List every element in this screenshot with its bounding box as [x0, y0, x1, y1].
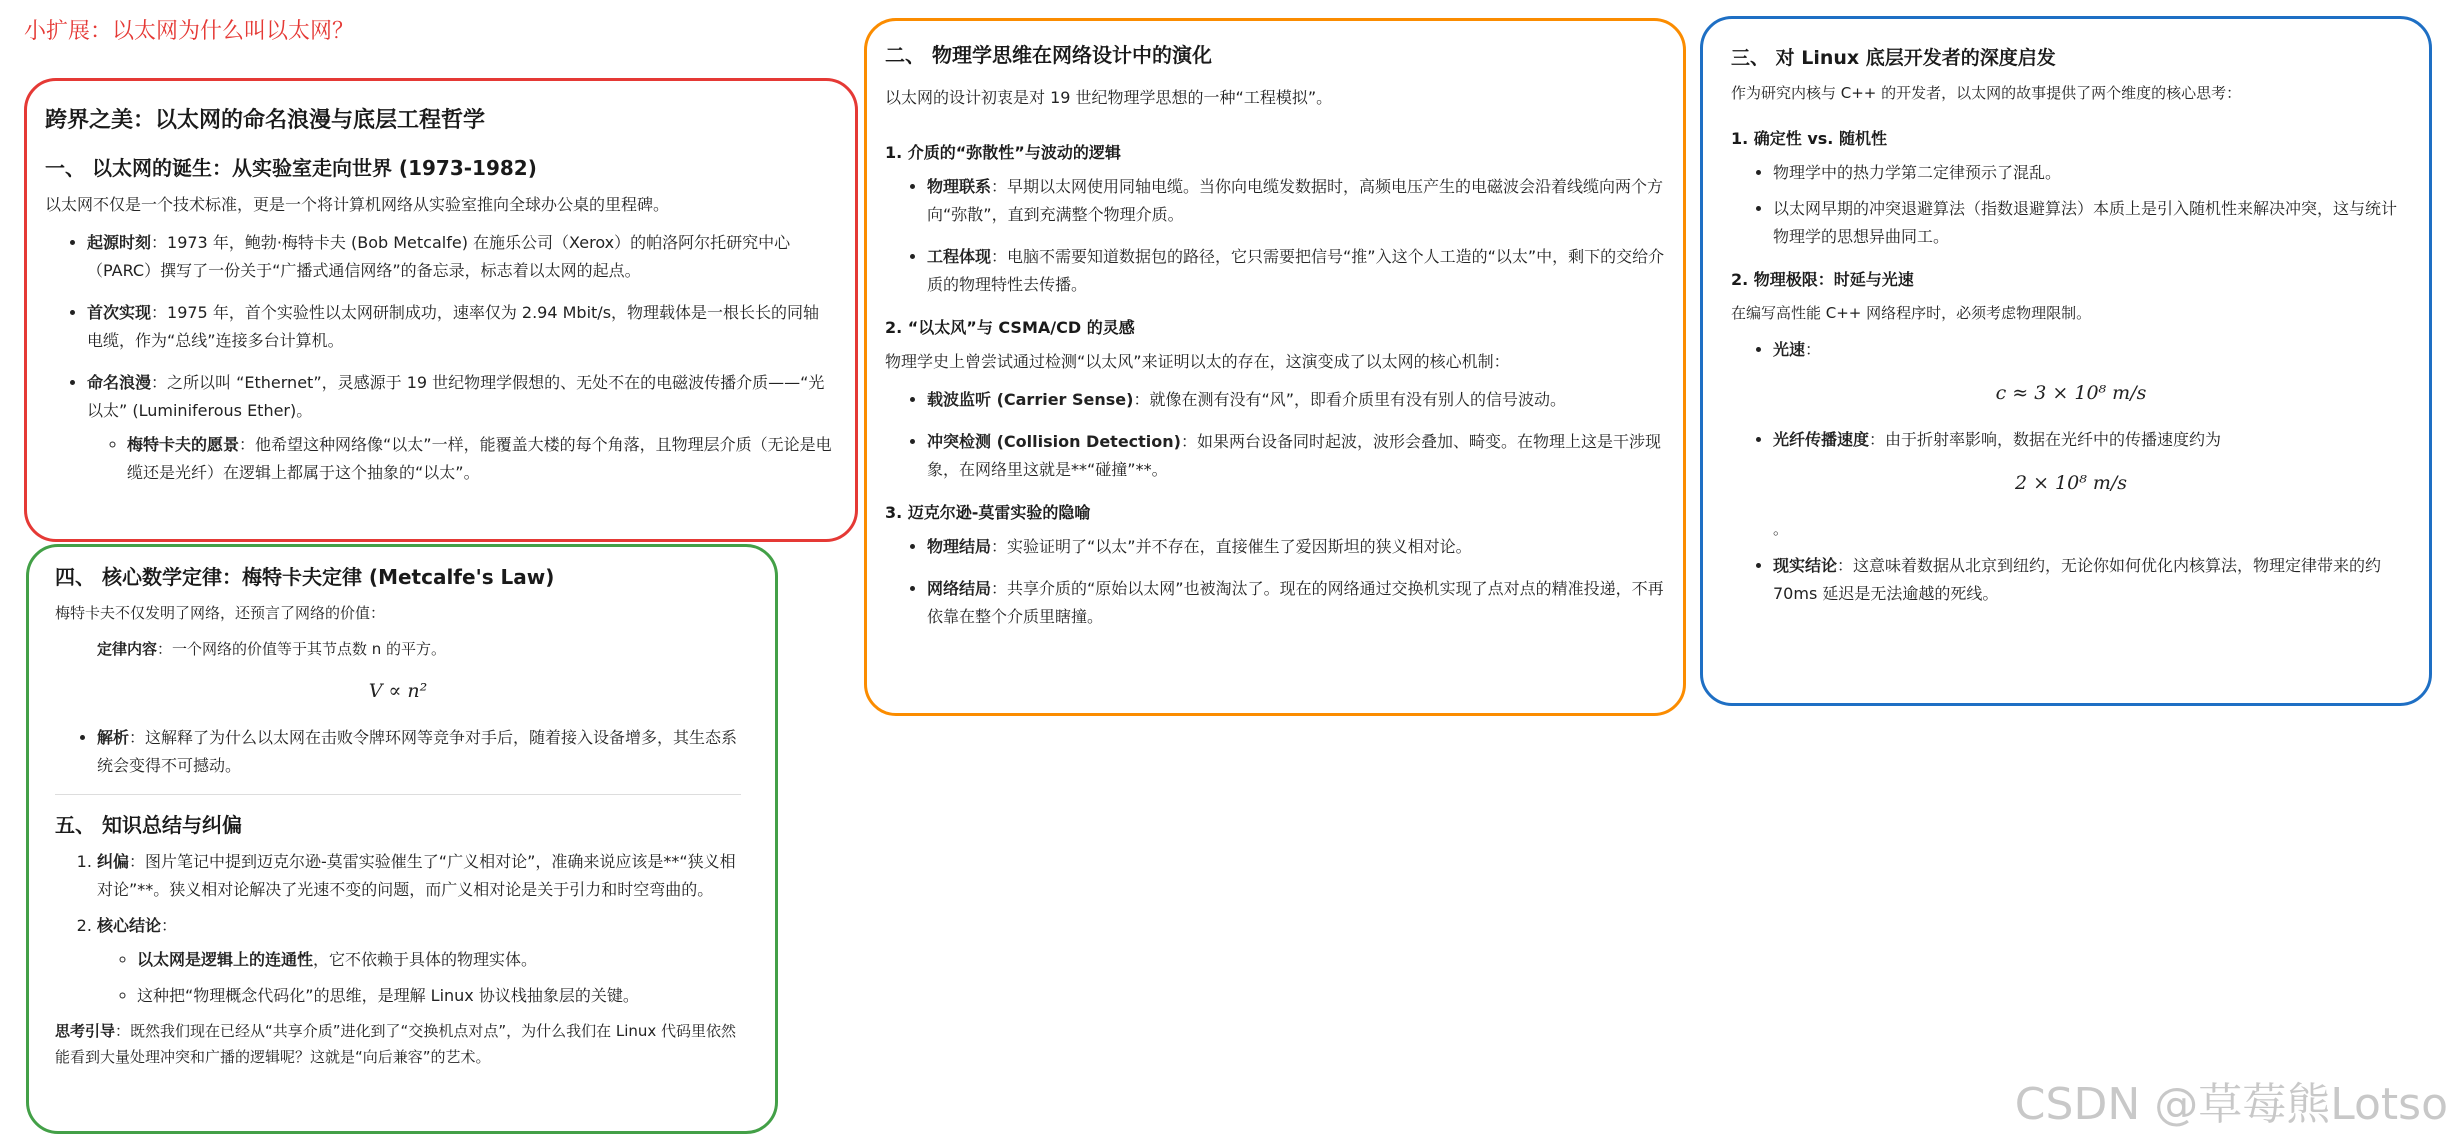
law-definition: 定律内容：一个网络的价值等于其节点数 n 的平方。 — [97, 640, 447, 658]
list-item: • 光速： — [1773, 336, 2411, 364]
section-1-list — [45, 229, 835, 487]
panel-birth — [24, 78, 858, 542]
sub3-list — [885, 533, 1665, 631]
linux-sub1-list — [1731, 159, 2411, 251]
sub-heading: 1. 介质的“弥散性”与波动的逻辑 — [885, 143, 1121, 162]
list-item: • 解析：这解释了为什么以太网在击败令牌环网等竞争对手后，随着接入设备增多，其生态系统会变得不可撼动。 — [97, 724, 741, 780]
linux-sub2-list-3 — [1731, 552, 2411, 608]
main-title: 跨界之美：以太网的命名浪漫与底层工程哲学 — [45, 108, 486, 133]
section-4-intro: 梅特卡夫不仅发明了网络，还预言了网络的价值： — [55, 604, 386, 622]
list-item: • 以太网早期的冲突退避算法（指数退避算法）本质上是引入随机性来解决冲突，这与统计物理学的思想异曲同工。 — [1773, 195, 2411, 251]
formula-light-speed: c ≈ 3 × 10⁸ m/s — [1995, 382, 2147, 404]
sub-heading: 3. 迈克尔逊-莫雷实验的隐喻 — [885, 503, 1091, 522]
sub2-intro: 在编写高性能 C++ 网络程序时，必须考虑物理限制。 — [1731, 304, 2092, 322]
period: 。 — [1773, 520, 1789, 538]
list-item: • 起源时刻：1973 年，鲍勃·梅特卡夫 (Bob Metcalfe) 在施乐公司（Xerox）的帕洛阿尔托研究中心（PARC）撰写了一份关于“广播式通信网络”的备忘录，标志着以太网的起点。 — [87, 229, 835, 285]
list-item: • 命名浪漫：之所以叫 “Ethernet”，灵感源于 19 世纪物理学假想的、无处不在的电磁波传播介质——“光以太” (Luminiferous Ether)。 ◦ 梅特卡夫的愿景：他希望这种网络像“以太”一样，能覆盖大楼的每个角落，且物理层介质（无论是电缆还是光纤）在逻辑上都属于这个抽象的“以太”。 — [87, 369, 835, 487]
list-item: • 冲突检测 (Collision Detection)：如果两台设备同时起波，波形会叠加、畸变。在物理上这是干涉现象，在网络里这就是**“碰撞”**。 — [927, 428, 1665, 484]
list-item: ◦ 这种把“物理概念代码化”的思维，是理解 Linux 协议栈抽象层的关键。 — [137, 982, 741, 1010]
list-item: • 载波监听 (Carrier Sense)：就像在测有没有“风”，即看介质里有没有别人的信号波动。 — [927, 386, 1665, 414]
sub-heading: 2. 物理极限：时延与光速 — [1731, 270, 1914, 289]
list-item: • 现实结论：这意味着数据从北京到纽约，无论你如何优化内核算法，物理定律带来的约 70ms 延迟是无法逾越的死线。 — [1773, 552, 2411, 608]
formula-fiber-speed: 2 × 10⁸ m/s — [2014, 472, 2128, 494]
page-title: 小扩展：以太网为什么叫以太网？ — [24, 19, 355, 44]
summary-list — [55, 848, 741, 1010]
panel-linux — [1700, 16, 2432, 706]
panel-physics — [864, 18, 1686, 716]
list-item: • 物理学中的热力学第二定律预示了混乱。 — [1773, 159, 2411, 187]
list-item: • 光纤传播速度：由于折射率影响，数据在光纤中的传播速度约为 — [1773, 426, 2411, 454]
section-1-heading: 一、 以太网的诞生：从实验室走向世界 (1973-1982) — [45, 156, 537, 180]
watermark: CSDN @草莓熊Lotso — [2014, 1079, 2448, 1130]
linux-sub2-list-2 — [1731, 426, 2411, 454]
list-item: • 物理结局：实验证明了“以太”并不存在，直接催生了爱因斯坦的狭义相对论。 — [927, 533, 1665, 561]
section-2-heading: 二、 物理学思维在网络设计中的演化 — [885, 43, 1212, 67]
section-5-heading: 五、 知识总结与纠偏 — [55, 813, 242, 837]
sub-heading: 1. 确定性 vs. 随机性 — [1731, 129, 1887, 148]
section-1-intro: 以太网不仅是一个技术标准，更是一个将计算机网络从实验室推向全球办公桌的里程碑。 — [45, 195, 670, 214]
list-item: • 工程体现：电脑不需要知道数据包的路径，它只需要把信号“推”入这个人工造的“以太”中，剩下的交给介质的物理特性去传播。 — [927, 243, 1665, 299]
analysis-list — [55, 724, 741, 780]
nested-list — [97, 946, 741, 1010]
sub1-list — [885, 173, 1665, 299]
formula-metcalfe: V ∝ n² — [368, 680, 428, 702]
nested-list — [87, 431, 835, 487]
list-item: 2. 核心结论： ◦ 以太网是逻辑上的连通性，它不依赖于具体的物理实体。 ◦ 这种把“物理概念代码化”的思维，是理解 Linux 协议栈抽象层的关键。 — [97, 912, 741, 1010]
list-item: • 网络结局：共享介质的“原始以太网”也被淘汰了。现在的网络通过交换机实现了点对点的精准投递，不再依靠在整个介质里瞎撞。 — [927, 575, 1665, 631]
list-item: • 物理联系：早期以太网使用同轴电缆。当你向电缆发数据时，高频电压产生的电磁波会沿着线缆向两个方向“弥散”，直到充满整个物理介质。 — [927, 173, 1665, 229]
sub2-list — [885, 386, 1665, 484]
section-3-heading: 三、 对 Linux 底层开发者的深度启发 — [1731, 47, 2056, 69]
think-guide: 思考引导：既然我们现在已经从“共享介质”进化到了“交换机点对点”，为什么我们在 Linux 代码里依然能看到大量处理冲突和广播的逻辑呢？这就是“向后兼容”的艺术。 — [55, 1022, 737, 1066]
sub2-intro: 物理学史上曾尝试通过检测“以太风”来证明以太的存在，这演变成了以太网的核心机制： — [885, 352, 1510, 371]
linux-sub2-list — [1731, 336, 2411, 364]
section-3-intro: 作为研究内核与 C++ 的开发者，以太网的故事提供了两个维度的核心思考： — [1731, 84, 2242, 102]
list-item: ◦ 以太网是逻辑上的连通性，它不依赖于具体的物理实体。 — [137, 946, 741, 974]
sub-heading: 2. “以太风”与 CSMA/CD 的灵感 — [885, 318, 1135, 337]
section-2-intro: 以太网的设计初衷是对 19 世纪物理学思想的一种“工程模拟”。 — [885, 88, 1333, 107]
list-item: 1. 纠偏：图片笔记中提到迈克尔逊-莫雷实验催生了“广义相对论”，准确来说应该是**“狭义相对论”**。狭义相对论解决了光速不变的问题，而广义相对论是关于引力和时空弯曲的。 — [97, 848, 741, 904]
list-item: • 首次实现：1975 年，首个实验性以太网研制成功，速率仅为 2.94 Mbit/s，物理载体是一根长长的同轴电缆，作为“总线”连接多台计算机。 — [87, 299, 835, 355]
panel-metcalfe — [26, 544, 778, 1134]
section-4-heading: 四、 核心数学定律：梅特卡夫定律 (Metcalfe's Law) — [55, 565, 555, 589]
list-item: ◦ 梅特卡夫的愿景：他希望这种网络像“以太”一样，能覆盖大楼的每个角落，且物理层介质（无论是电缆还是光纤）在逻辑上都属于这个抽象的“以太”。 — [127, 431, 835, 487]
divider — [55, 794, 741, 795]
